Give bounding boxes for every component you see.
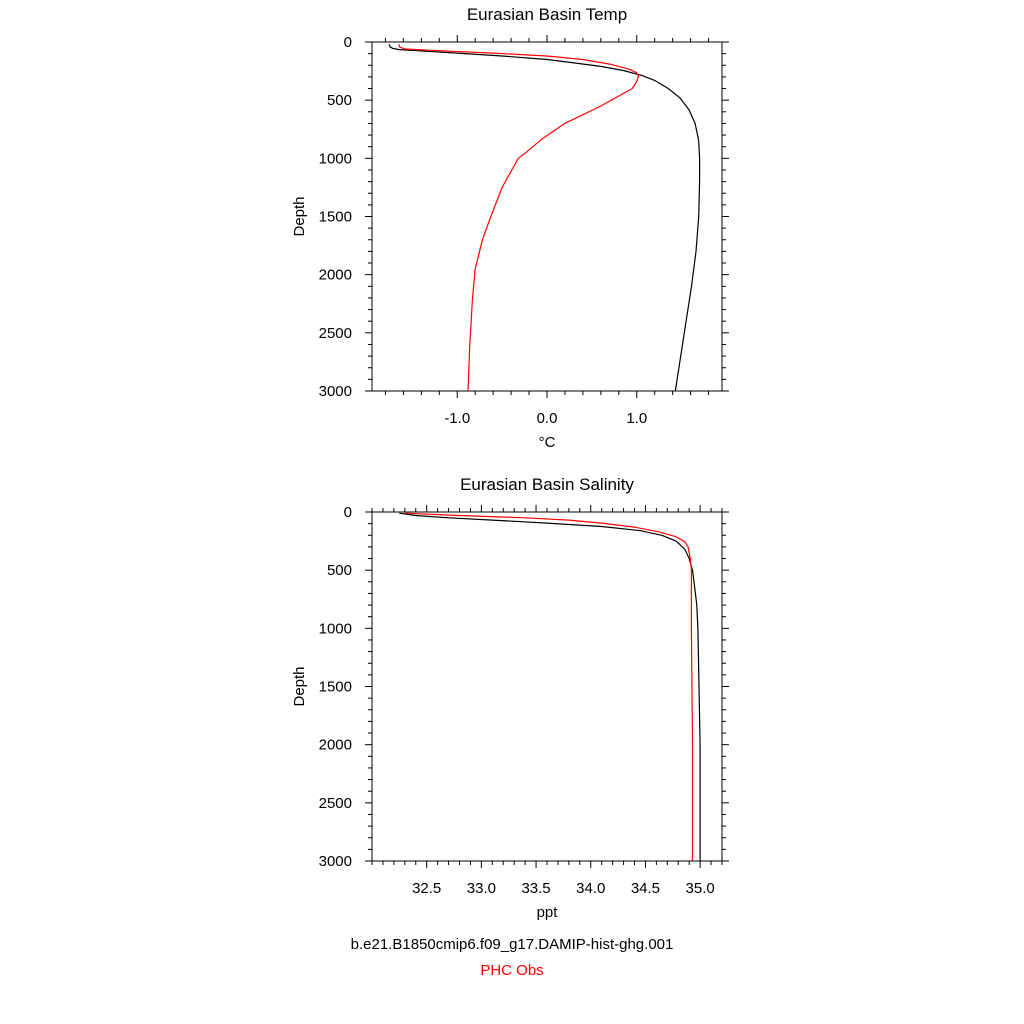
x-tick-label: 0.0 <box>536 410 558 427</box>
y-tick-label: 500 <box>326 92 352 110</box>
y-tick-label: 3000 <box>318 383 352 400</box>
plot-frame <box>372 512 722 861</box>
y-tick-label: 0 <box>343 34 352 51</box>
y-tick-label: 1000 <box>318 150 352 168</box>
salinity-panel <box>291 475 729 921</box>
x-tick-label: 1.0 <box>626 410 648 427</box>
y-tick-label: 2500 <box>318 794 352 812</box>
y-tick-label: 3000 <box>318 853 352 870</box>
chart-title: Eurasian Basin Temp <box>466 5 628 24</box>
y-tick-label: 2000 <box>318 266 352 284</box>
y-tick-label: 2500 <box>318 324 352 342</box>
temp-panel <box>291 5 729 451</box>
y-tick-label: 500 <box>326 562 352 580</box>
x-tick-label: -1.0 <box>444 410 471 427</box>
model-series-line <box>399 513 700 861</box>
model-series-line <box>389 44 699 391</box>
y-axis-label: Depth <box>291 196 308 237</box>
x-tick-label: 33.0 <box>466 880 496 897</box>
legend-model-label: b.e21.B1850cmip6.f09_g17.DAMIP-hist-ghg.001 <box>350 936 674 953</box>
x-axis-label: °C <box>538 434 556 451</box>
plot-frame <box>372 42 722 391</box>
y-axis-label: Depth <box>291 666 308 707</box>
chart-title: Eurasian Basin Salinity <box>460 475 634 494</box>
y-tick-label: 1500 <box>318 678 352 696</box>
x-tick-label: 34.5 <box>630 880 661 897</box>
legend-obs-label: PHC Obs <box>480 962 544 979</box>
x-tick-label: 35.0 <box>685 880 715 897</box>
obs-series-line <box>399 44 639 391</box>
y-tick-label: 0 <box>343 504 352 521</box>
x-tick-label: 32.5 <box>412 880 442 897</box>
x-axis-label: ppt <box>536 904 558 921</box>
y-tick-label: 2000 <box>318 736 352 754</box>
obs-series-line <box>405 513 693 861</box>
y-tick-label: 1500 <box>318 208 352 226</box>
x-tick-label: 34.0 <box>576 880 606 897</box>
x-tick-label: 33.5 <box>521 880 551 897</box>
y-tick-label: 1000 <box>318 620 352 638</box>
